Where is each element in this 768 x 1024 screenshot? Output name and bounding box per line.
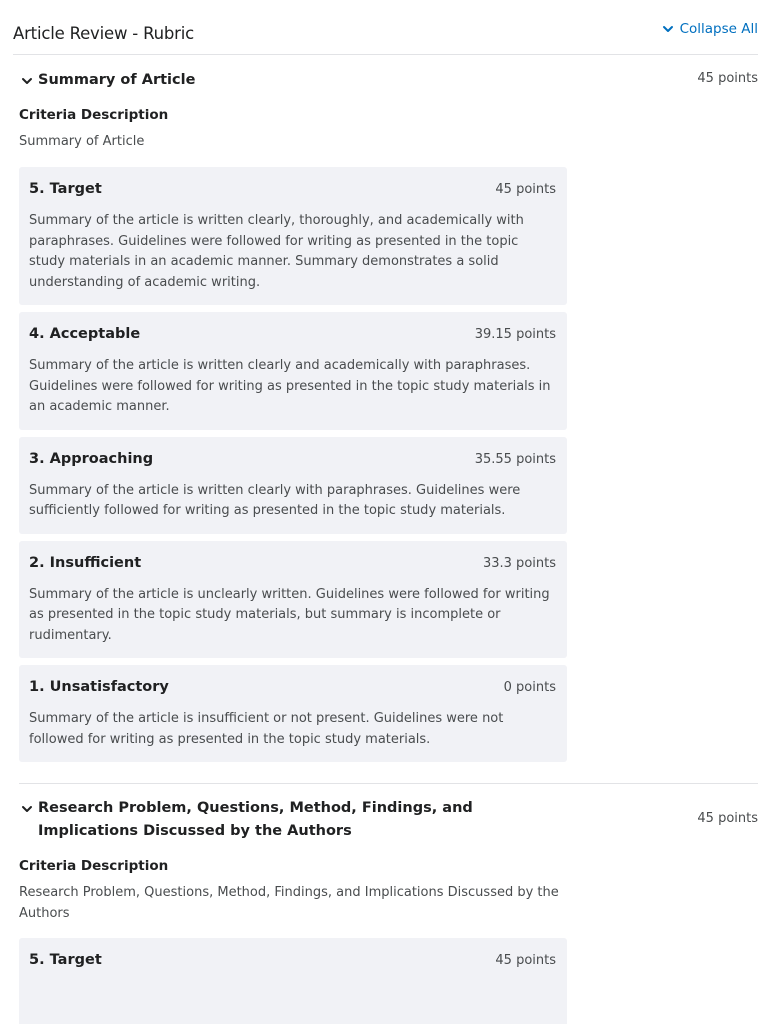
level-description: Summary of the article is written clearly, thoroughly, and academically with paraphrases. Guidelines were followed for writing as presented in the topic study materials in an academic manner. Summary demonstrates a solid understanding of academic writing. [29, 213, 524, 290]
criterion-points: 45 points [697, 811, 758, 826]
level-points: 45 points [495, 953, 556, 968]
criterion-toggle[interactable] [21, 69, 758, 92]
level-card [19, 938, 567, 1024]
criterion-header [19, 69, 758, 92]
level-card [19, 312, 567, 430]
criterion-title: Research Problem, Questions, Method, Findings, and Implications Discussed by the Authors [38, 800, 473, 839]
criterion-title: Summary of Article [38, 72, 196, 88]
level-description: Summary of the article is written clearly and academically with paraphrases. Guidelines were followed for writing as presented in the topic study materials in an academic manner. [29, 358, 551, 414]
criterion-points: 45 points [697, 71, 758, 86]
chevron-down-icon [662, 24, 674, 34]
level-points: 0 points [503, 680, 556, 695]
level-list [19, 938, 567, 1024]
level-name: 5. Target [29, 952, 102, 968]
collapse-all-button[interactable] [662, 21, 758, 37]
level-description: Summary of the article is written clearly with paraphrases. Guidelines were sufficiently followed for writing as presented in the topic study materials. [29, 482, 521, 518]
criterion-toggle[interactable] [21, 797, 758, 843]
header [13, 0, 758, 55]
level-card [19, 665, 567, 762]
collapse-all-label: Collapse All [679, 21, 758, 37]
level-name: 2. Insufficient [29, 554, 142, 571]
chevron-down-icon [21, 804, 33, 814]
chevron-down-icon [21, 76, 33, 86]
criteria-description-label: Criteria Description [19, 858, 169, 874]
criteria-description-text: Summary of Article [19, 134, 145, 149]
page-title: Article Review - Rubric [13, 24, 194, 43]
level-card [19, 541, 567, 659]
criterion-section [19, 69, 758, 747]
level-points: 45 points [495, 182, 556, 197]
level-name: 5. Target [29, 181, 102, 197]
level-points: 39.15 points [474, 327, 556, 342]
level-description: Summary of the article is unclearly written. Guidelines were followed for writing as presented in the topic study materials, but summary is incomplete or rudimentary. [29, 586, 550, 643]
level-list [19, 167, 567, 769]
level-description: Summary of the article is insufficient or not present. Guidelines were not followed for writing as presented in the topic study materials. [29, 711, 504, 747]
level-points: 33.3 points [482, 555, 556, 571]
criteria-description-text: Research Problem, Questions, Method, Findings, and Implications Discussed by the Authors [19, 885, 559, 921]
level-name: 4. Acceptable [29, 326, 141, 342]
criterion-header [19, 797, 758, 843]
criterion-section [19, 797, 758, 968]
level-card [19, 437, 567, 534]
level-name: 1. Unsatisfactory [29, 679, 169, 695]
criteria-description-label: Criteria Description [19, 107, 169, 123]
level-points: 35.55 points [474, 451, 556, 467]
section-divider [19, 783, 758, 784]
level-name: 3. Approaching [29, 450, 154, 467]
level-card [19, 167, 567, 305]
